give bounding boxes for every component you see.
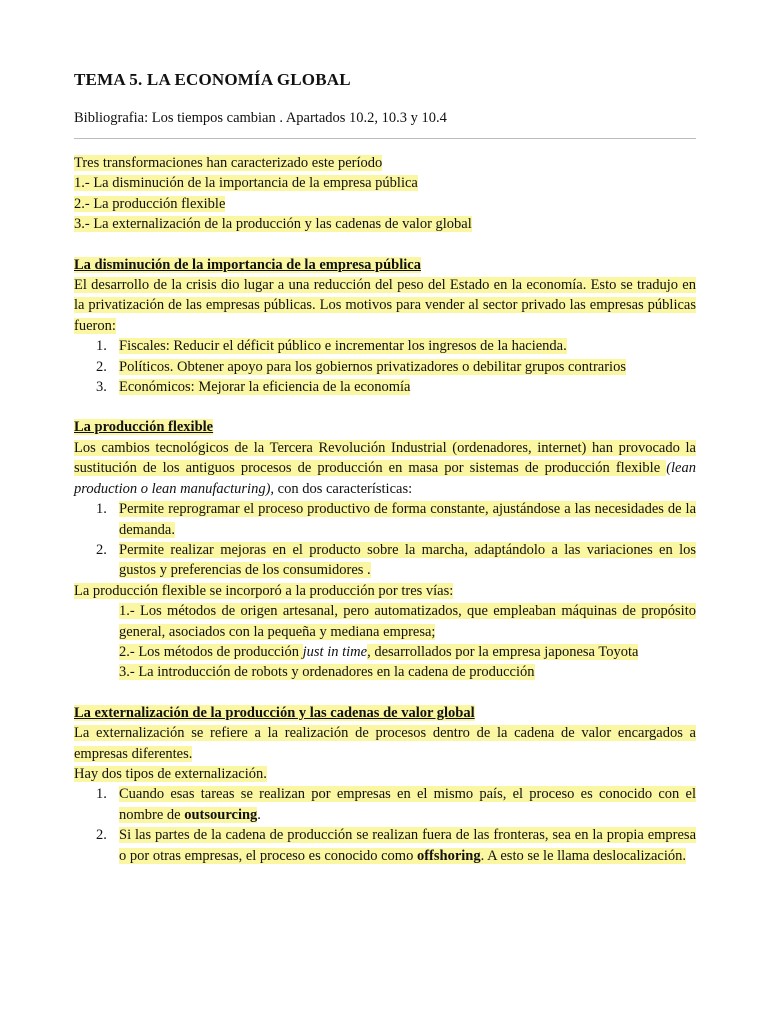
- list-item: 2. Si las partes de la cadena de producción se realizan fuera de las fronteras, sea en la propia empresa o por otras empresas, el proceso es conocido como offshoring. A esto se le llama deslocalización.: [96, 827, 696, 864]
- bibliography-line: Bibliografia: Los tiempos cambian . Apartados 10.2, 10.3 y 10.4: [74, 110, 447, 126]
- characteristics-list: [74, 499, 696, 581]
- list-item: 1. Cuando esas tareas se realizan por empresas en el mismo país, el proceso es conocido con el nombre de outsourcing.: [96, 786, 696, 823]
- types-intro: Hay dos tipos de externalización.: [74, 765, 267, 782]
- ways-intro: La producción flexible se incorporó a la producción por tres vías:: [74, 582, 454, 599]
- divider: [74, 138, 696, 139]
- section-externalization: [74, 703, 696, 866]
- page-title: TEMA 5. LA ECONOMÍA GLOBAL: [74, 70, 351, 89]
- section-flexible-production: [74, 417, 696, 682]
- section-heading: La disminución de la importancia de la empresa pública: [74, 256, 421, 273]
- intro-item-3: 3.- La externalización de la producción y las cadenas de valor global: [74, 216, 472, 233]
- intro-block: [74, 153, 696, 235]
- section-paragraph: La externalización se refiere a la realización de procesos dentro de la cadena de valor encargados a empresas diferentes.: [74, 725, 696, 762]
- intro-item-2: 2.- La producción flexible: [74, 195, 226, 212]
- types-list: [74, 784, 696, 866]
- list-item: 1. Permite reprogramar el proceso productivo de forma constante, ajustándose a las necesidades de la demanda.: [96, 501, 696, 538]
- list-item: 2. Permite realizar mejoras en el producto sobre la marcha, adaptándolo a las variaciones en los gustos y preferencias de los consumidores .: [96, 541, 696, 579]
- intro-lead: Tres transformaciones han caracterizado este período: [74, 155, 383, 171]
- section-paragraph: El desarrollo de la crisis dio lugar a una reducción del peso del Estado en la economía. Esto se tradujo en la privatización de las empresas públicas. Los motivos para vender al sector privado las empresas públicas fueron:: [74, 277, 696, 334]
- intro-item-1: 1.- La disminución de la importancia de la empresa pública: [74, 175, 418, 192]
- section-heading: La producción flexible: [74, 419, 214, 436]
- section-public-enterprise: [74, 255, 696, 398]
- list-item: 2. Políticos. Obtener apoyo para los gobiernos privatizadores o debilitar grupos contrarios: [96, 358, 626, 375]
- list-item: 3. Económicos: Mejorar la eficiencia de la economía: [96, 379, 411, 396]
- way-item-2: 2.- Los métodos de producción just in time, desarrollados por la empresa japonesa Toyota: [119, 643, 639, 660]
- section-heading: La externalización de la producción y las cadenas de valor global: [74, 704, 475, 721]
- section-paragraph: Los cambios tecnológicos de la Tercera Revolución Industrial (ordenadores, internet) han provocado la sustitución de los antiguos procesos de producción en masa por sistemas de producción flexible (lean production o lean manufacturing), con dos características:: [74, 439, 696, 497]
- motives-list: [74, 336, 696, 397]
- way-item-1: 1.- Los métodos de origen artesanal, pero automatizados, que empleaban máquinas de propósito general, asociados con la pequeña y mediana empresa;: [119, 603, 696, 640]
- way-item-3: 3.- La introducción de robots y ordenadores en la cadena de producción: [119, 664, 535, 681]
- list-item: 1. Fiscales: Reducir el déficit público e incrementar los ingresos de la hacienda.: [96, 338, 567, 355]
